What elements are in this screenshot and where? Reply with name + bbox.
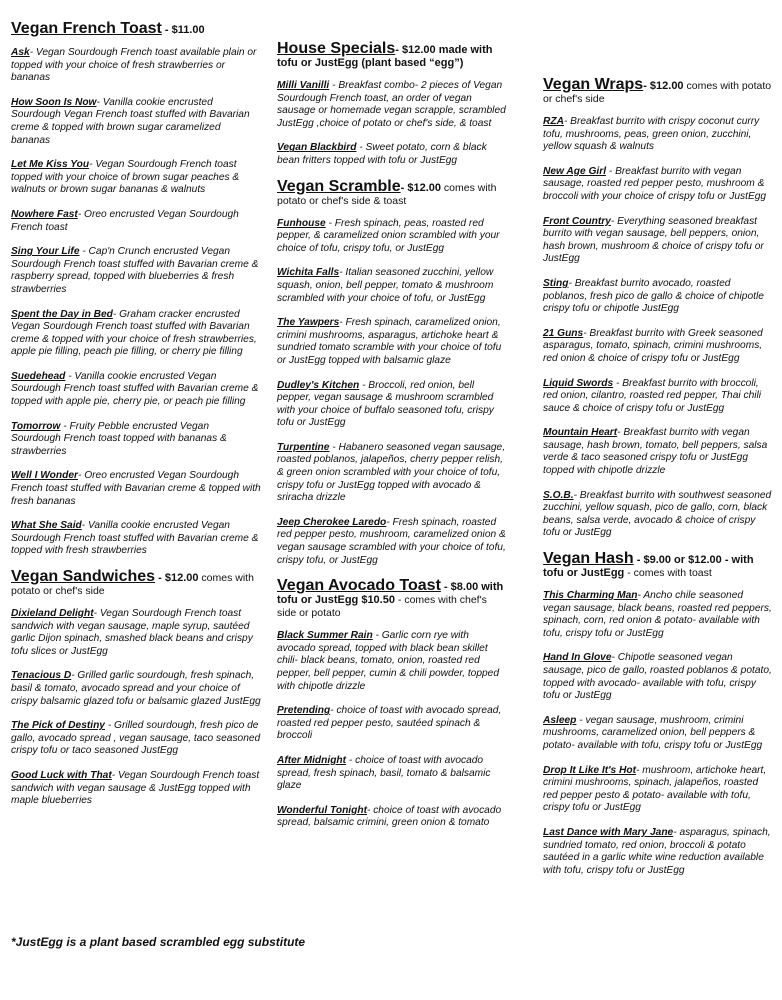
menu-item-description: - Fresh spinach, caramelized onion, crimini mushrooms, asparagus, artichoke heart & sundried tomato scramble with your choice of tofu or JustEgg topped with balsamic glaze	[277, 317, 502, 366]
menu-item-name: Black Summer Rain	[277, 630, 373, 642]
menu-item-description: - Vegan Sourdough French toast sandwich with vegan sausage, maple syrup, sautéed garlic Dijon spinach, smashed black beans and crispy tofu slices or JustEgg	[11, 608, 253, 657]
menu-column-3	[543, 78, 773, 889]
menu-item-name: This Charming Man	[543, 590, 638, 602]
section-description: comes with potato or chef's side	[543, 80, 772, 105]
menu-item	[277, 705, 507, 743]
menu-item	[11, 97, 261, 147]
menu-item-description: - Vanilla cookie encrusted Sourdough Vegan French toast stuffed with Bavarian creme & topped with brown sugar caramelized bananas	[11, 96, 250, 146]
section-header	[277, 42, 507, 70]
menu-item-name: Funhouse	[277, 217, 326, 229]
menu-item	[11, 520, 261, 558]
menu-item-name: 21 Guns	[543, 327, 584, 339]
section-title: Vegan Hash	[543, 550, 634, 568]
menu-item-name: Front Country	[543, 215, 611, 227]
menu-item	[543, 765, 773, 815]
menu-item-name: Liquid Swords	[543, 377, 614, 389]
menu-column-2	[277, 42, 507, 842]
menu-item-name: Good Luck with That	[11, 769, 112, 781]
menu-item-description: - Fruity Pebble encrusted Vegan Sourdough French toast topped with bananas & strawberries	[11, 420, 227, 457]
section-header	[277, 177, 507, 208]
menu-item-name: Tomorrow	[11, 420, 61, 432]
section-title: House Specials	[277, 40, 396, 57]
menu-item-description: - Oreo encrusted Vegan Sourdough French toast	[11, 208, 239, 233]
section-header	[543, 78, 773, 106]
menu-item	[11, 246, 261, 296]
menu-item-description: - Everything seasoned breakfast burrito with vegan sausage, bell peppers, onion, hash brown, mushroom & choice of crispy tofu or JustEgg	[543, 215, 764, 265]
section-price: - $12.00	[155, 572, 199, 584]
footnote: *JustEgg is a plant based scrambled egg substitute	[11, 935, 306, 949]
menu-item-description: - choice of toast with avocado spread, fresh spinach, basil, tomato & balsamic glaze	[277, 754, 491, 792]
section-price: - $12.00	[643, 80, 684, 92]
menu-section	[277, 579, 507, 830]
menu-item	[543, 328, 773, 366]
menu-item	[11, 470, 261, 508]
menu-item-description: - Fresh spinach, peas, roasted red pepper, & caramelized onion scrambled with your choice of tofu, crispy tofu, or JustEgg	[277, 217, 500, 254]
section-price: - $11.00	[161, 24, 205, 36]
menu-item-description: - Vegan Sourdough French toast topped with your choice of brown sugar peaches & walnuts or brown sugar bananas & walnuts	[11, 159, 240, 196]
menu-item-description: - Cap'n Crunch encrusted Vegan Sourdough French toast stuffed with Bavarian creme & raspberry spread, topped with blueberries & fresh strawberries	[11, 246, 259, 295]
section-title: Vegan Sandwiches	[11, 568, 156, 585]
menu-item-description: - asparagus, spinach, sundried tomato, red onion, broccoli & potato sautéed in a garlic white wine reduction available with tofu, crispy tofu or JustEgg	[543, 826, 771, 876]
section-title: Vegan French Toast	[11, 20, 162, 37]
menu-item	[277, 442, 507, 505]
menu-item-name: The Pick of Destiny	[11, 720, 105, 732]
section-description: comes with potato or chef's side & toast	[277, 181, 497, 207]
menu-item-name: Mountain Heart	[543, 427, 618, 439]
menu-item-description: - Broccoli, red onion, bell pepper, vegan sausage & mushroom scrambled with your choice of buffalo seasoned tofu, crispy tofu or JustEgg	[277, 379, 494, 429]
section-header	[277, 579, 507, 620]
menu-item	[543, 378, 773, 416]
menu-item-name: Wichita Falls	[277, 267, 340, 279]
menu-item	[277, 142, 507, 167]
menu-item	[277, 380, 507, 430]
section-title: Vegan Wraps	[543, 76, 644, 93]
menu-item-description: - Breakfast burrito with vegan sausage, roasted red pepper pesto, mushroom & broccoli with your choice of crispy tofu or JustEgg	[543, 165, 767, 202]
menu-item	[11, 670, 261, 708]
section-description: comes with potato or chef's side	[11, 572, 254, 597]
menu-item	[277, 80, 507, 130]
menu-item-name: Jeep Cherokee Laredo	[277, 516, 387, 528]
section-header	[11, 570, 261, 598]
section-price: - $8.00 with tofu or JustEgg $10.50	[277, 581, 504, 607]
menu-item	[543, 166, 773, 204]
menu-item-name: S.O.B.	[543, 489, 574, 501]
menu-item-name: Turpentine	[277, 441, 330, 453]
menu-section	[543, 78, 773, 540]
menu-item-name: How Soon Is Now	[11, 96, 97, 108]
menu-item	[11, 720, 261, 758]
menu-item	[11, 159, 261, 197]
menu-item-name: The Yawpers	[277, 317, 340, 329]
menu-item-description: - choice of toast with avocado spread, balsamic crimini, green onion & tomato	[277, 804, 502, 829]
menu-item-description: - Garlic corn rye with avocado spread, topped with black bean skillet chili- black beans, tomato, onion, roasted red pepper, bell pepper, cumin & chili powder, topped with chipotle drizzle	[277, 630, 500, 692]
menu-item	[543, 827, 773, 877]
section-title: Vegan Scramble	[277, 177, 401, 195]
section-header	[11, 22, 261, 37]
menu-item	[11, 209, 261, 234]
menu-item-name: Well I Wonder	[11, 470, 78, 482]
menu-item	[543, 427, 773, 477]
section-description: - comes with chef's side or potato	[277, 594, 487, 620]
menu-section	[11, 570, 261, 808]
menu-item-description: - Graham cracker encrusted Vegan Sourdough French toast stuffed with Bavarian creme & topped with your choice of fresh strawberries, apple pie filling, peach pie filling, or cherry pie filling	[11, 308, 257, 358]
menu-item	[277, 218, 507, 256]
menu-item	[277, 755, 507, 793]
menu-section	[543, 552, 773, 877]
menu-item-description: - choice of toast with avocado spread, roasted red pepper pesto, sautéed spinach & broccoli	[277, 705, 502, 742]
menu-item	[543, 216, 773, 266]
menu-item-name: What She Said	[11, 520, 82, 532]
menu-item-name: Dixieland Delight	[11, 608, 94, 619]
menu-item-name: Wonderful Tonight	[277, 804, 367, 816]
section-price: - $12.00	[400, 181, 441, 194]
menu-item-description: - Italian seasoned zucchini, yellow squash, onion, bell pepper, tomato & mushroom scrambled with your choice of tofu, or JustEgg	[277, 267, 494, 304]
menu-item-description: - Grilled garlic sourdough, fresh spinach, basil & tomato, avocado spread and your choice of crispy balsamic glazed tofu or balsamic glazed JustEgg	[11, 670, 261, 707]
menu-item	[11, 421, 261, 459]
menu-item	[543, 278, 773, 316]
menu-item-description: - Breakfast combo- 2 pieces of Vegan Sourdough French toast, an order of vegan sausage or homemade vegan scrapple, scrambled JustEgg ,choice of potato or chef's side, & toast	[277, 80, 506, 129]
menu-item-name: Asleep	[543, 714, 577, 726]
menu-item-name: Suedehead	[11, 370, 66, 382]
menu-item	[543, 590, 773, 640]
menu-item	[277, 517, 507, 567]
menu-item	[277, 267, 507, 305]
menu-item-description: - Vanilla cookie encrusted Vegan Sourdough French toast stuffed with Bavarian creme & topped with fresh strawberries	[11, 520, 259, 557]
menu-item-description: - Breakfast burrito with crispy coconut curry tofu, mushrooms, peas, green onion, zucchini, yellow squash & walnuts	[543, 116, 760, 153]
menu-item-description: - Ancho chile seasoned vegan sausage, black beans, roasted red peppers, spinach, corn, red onion & potato- available with tofu, crispy tofu or JustEgg	[543, 590, 772, 639]
menu-item-name: Drop It Like It's Hot	[543, 764, 636, 776]
menu-item-name: Dudley's Kitchen	[277, 379, 360, 391]
menu-item-description: - Oreo encrusted Vegan Sourdough French toast stuffed with Bavarian creme & topped with fresh bananas	[11, 470, 261, 507]
menu-item	[543, 116, 773, 154]
menu-item	[11, 47, 261, 85]
menu-item-description: - Breakfast burrito with Greek seasoned asparagus, tomato, spinach, crimini mushrooms, red onion & choice of crispy tofu or JustEgg	[543, 327, 763, 364]
section-description: - comes with toast	[624, 567, 712, 580]
menu-item-description: - Vegan Sourdough French toast sandwich with vegan sausage & JustEgg topped with maple blueberries	[11, 769, 260, 807]
menu-item-name: New Age Girl	[543, 165, 607, 177]
menu-item	[543, 652, 773, 702]
menu-item-name: Milli Vanilli	[277, 80, 330, 91]
menu-item-description: - Grilled sourdough, fresh pico de gallo, avocado spread , vegan sausage, taco seasoned crispy tofu or taco seasoned JustEgg	[11, 720, 261, 757]
section-price: - $12.00 made with tofu or JustEgg (plant based “egg”)	[277, 44, 493, 69]
menu-item-name: After Midnight	[277, 754, 347, 766]
menu-column-1	[11, 22, 261, 820]
menu-item	[11, 608, 261, 658]
menu-item-name: Last Dance with Mary Jane	[543, 826, 674, 838]
menu-item	[11, 371, 261, 409]
menu-item	[277, 805, 507, 830]
menu-item-description: - Breakfast burrito avocado, roasted poblanos, fresh pico de gallo & choice of chipotle crispy tofu or chipotle JustEgg	[543, 277, 764, 315]
menu-item-description: - Breakfast burrito with vegan sausage, hash brown, tomato, bell peppers, salsa verde & taco seasoned crispy tofu or JustEgg topped with chipotle drizzle	[543, 427, 768, 477]
menu-section	[277, 177, 507, 568]
menu-item-description: - Fresh spinach, roasted red pepper pesto, mushroom, caramelized onion & vegan sausage scrambled with your choice of tofu, crispy tofu, or JustEgg	[277, 516, 506, 566]
menu-item-name: Sting	[543, 277, 569, 289]
menu-item	[11, 770, 261, 808]
section-header	[543, 552, 773, 580]
menu-item	[543, 490, 773, 540]
menu-item-description: - Vegan Sourdough French toast available plain or topped with your choice of fresh strawberries or bananas	[11, 47, 257, 84]
menu-item-name: Sing Your Life	[11, 246, 80, 258]
menu-item	[277, 630, 507, 693]
menu-item-name: Let Me Kiss You	[11, 159, 90, 171]
menu-item-name: Spent the Day in Bed	[11, 308, 113, 320]
menu-item-name: Nowhere Fast	[11, 208, 78, 220]
menu-item-name: RZA	[543, 116, 564, 127]
menu-item-description: - mushroom, artichoke heart, crimini mushrooms, spinach, jalapeños, roasted red pepper pesto & potato- available with tofu, crispy tofu or JustEgg	[543, 764, 767, 814]
menu-item-description: - Breakfast burrito with southwest seasoned zucchini, yellow squash, pico de gallo, corn, black beans, salsa verde, avocado & choice of crispy tofu or JustEgg	[543, 489, 772, 539]
menu-item-description: - Chipotle seasoned vegan sausage, pico de gallo, roasted poblanos & potato, topped with avocado- available with tofu, crispy tofu or JustEgg	[543, 652, 772, 702]
menu-item-name: Ask	[11, 47, 30, 58]
menu-item-name: Hand In Glove	[543, 652, 612, 664]
menu-item	[11, 309, 261, 359]
menu-item-description: - Sweet potato, corn & black bean fritters topped with tofu or JustEgg	[277, 142, 487, 166]
menu-item-name: Pretending	[277, 705, 331, 717]
menu-item-name: Tenacious D	[11, 670, 72, 682]
menu-item	[543, 715, 773, 753]
menu-section	[11, 22, 261, 558]
section-title: Vegan Avocado Toast	[277, 577, 441, 595]
menu-item-description: - vegan sausage, mushroom, crimini mushrooms, caramelized onion, bell peppers & potato- available with tofu, crispy tofu or JustEgg	[543, 714, 763, 751]
menu-item-description: - Breakfast burrito with broccoli, red onion, cilantro, roasted red pepper, Thai chili sauce & choice of crispy tofu or JustEgg	[543, 377, 762, 414]
menu-section	[277, 42, 507, 168]
menu-item	[277, 317, 507, 367]
menu-item-name: Vegan Blackbird	[277, 142, 357, 154]
menu-item-description: - Vanilla cookie encrusted Vegan Sourdough French toast stuffed with Bavarian creme & topped with apple pie, cherry pie, or peach pie filling	[11, 370, 259, 408]
section-price: - $9.00 or $12.00 - with tofu or JustEgg	[543, 554, 754, 580]
menu-item-description: - Habanero seasoned vegan sausage, roasted poblanos, jalapeños, cherry pepper relish, & green onion scrambled with your choice of tofu, crispy tofu or JustEgg topped with avocado & sriracha drizzle	[277, 441, 506, 504]
